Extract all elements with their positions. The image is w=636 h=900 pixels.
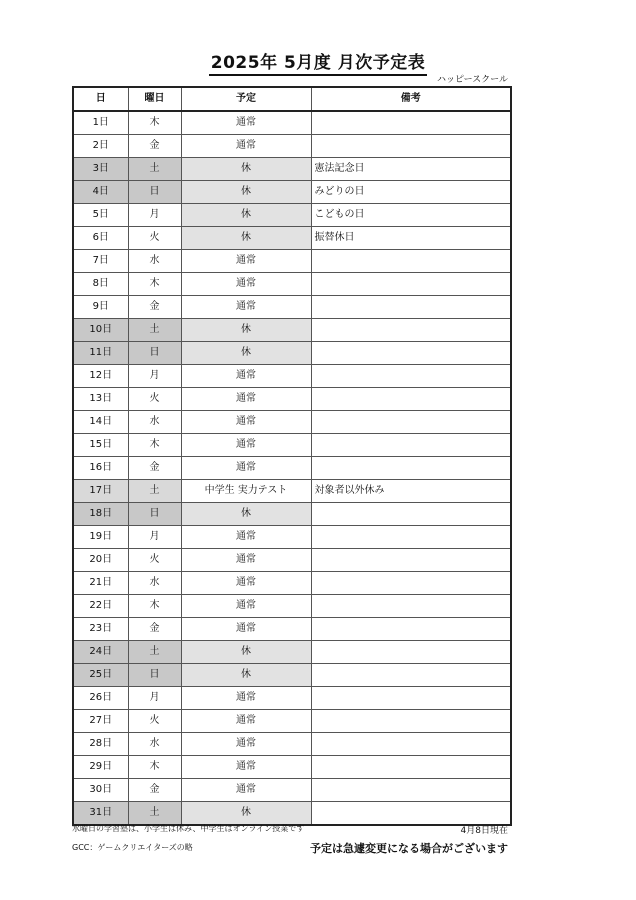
note-cell — [311, 273, 511, 296]
day-cell: 8日 — [73, 273, 128, 296]
table-row — [73, 779, 511, 802]
note-cell: こどもの日 — [311, 204, 511, 227]
note-cell — [311, 756, 511, 779]
weekday-cell: 日 — [128, 503, 181, 526]
table-row — [73, 618, 511, 641]
plan-cell: 休 — [181, 342, 311, 365]
weekday-cell: 土 — [128, 641, 181, 664]
table-row — [73, 365, 511, 388]
page-title-text: 2025年 5月度 月次予定表 — [209, 53, 427, 76]
table-row — [73, 733, 511, 756]
table-row — [73, 411, 511, 434]
plan-cell: 通常 — [181, 411, 311, 434]
weekday-cell: 木 — [128, 756, 181, 779]
note-cell — [311, 342, 511, 365]
day-cell: 13日 — [73, 388, 128, 411]
table-row — [73, 111, 511, 135]
day-cell: 12日 — [73, 365, 128, 388]
table-row — [73, 549, 511, 572]
table-row — [73, 273, 511, 296]
note-cell — [311, 779, 511, 802]
day-cell: 1日 — [73, 111, 128, 135]
wednesday-note: 水曜日の学習塾は、小学生は休み、中学生はオンライン授業です — [72, 824, 305, 833]
gcc-note: GCC：ゲームクリエイターズの略 — [72, 843, 193, 852]
weekday-cell: 水 — [128, 572, 181, 595]
weekday-cell: 月 — [128, 687, 181, 710]
plan-cell: 休 — [181, 802, 311, 826]
weekday-cell: 日 — [128, 342, 181, 365]
table-row — [73, 710, 511, 733]
note-cell — [311, 664, 511, 687]
day-cell: 19日 — [73, 526, 128, 549]
plan-cell: 通常 — [181, 296, 311, 319]
weekday-cell: 水 — [128, 411, 181, 434]
note-cell — [311, 365, 511, 388]
plan-cell: 通常 — [181, 135, 311, 158]
note-cell — [311, 687, 511, 710]
note-cell — [311, 457, 511, 480]
day-cell: 29日 — [73, 756, 128, 779]
plan-cell: 休 — [181, 641, 311, 664]
table-row — [73, 687, 511, 710]
note-cell — [311, 733, 511, 756]
note-cell — [311, 503, 511, 526]
day-cell: 25日 — [73, 664, 128, 687]
plan-cell: 通常 — [181, 687, 311, 710]
note-cell — [311, 802, 511, 826]
note-cell — [311, 250, 511, 273]
table-row — [73, 503, 511, 526]
plan-cell: 通常 — [181, 111, 311, 135]
table-row — [73, 595, 511, 618]
table-row — [73, 480, 511, 503]
day-cell: 21日 — [73, 572, 128, 595]
weekday-cell: 水 — [128, 250, 181, 273]
weekday-cell: 金 — [128, 618, 181, 641]
weekday-cell: 月 — [128, 204, 181, 227]
weekday-cell: 月 — [128, 365, 181, 388]
plan-cell: 休 — [181, 158, 311, 181]
table-row — [73, 434, 511, 457]
plan-cell: 通常 — [181, 388, 311, 411]
weekday-cell: 土 — [128, 480, 181, 503]
table-row — [73, 250, 511, 273]
note-cell — [311, 411, 511, 434]
plan-cell: 通常 — [181, 572, 311, 595]
weekday-cell: 水 — [128, 733, 181, 756]
table-row — [73, 526, 511, 549]
note-cell — [311, 710, 511, 733]
plan-cell: 通常 — [181, 457, 311, 480]
table-row — [73, 457, 511, 480]
weekday-cell: 日 — [128, 181, 181, 204]
note-cell — [311, 595, 511, 618]
schedule-table — [72, 86, 512, 826]
weekday-cell: 木 — [128, 111, 181, 135]
table-row — [73, 227, 511, 250]
header-row — [73, 87, 511, 111]
table-row — [73, 756, 511, 779]
note-cell — [311, 135, 511, 158]
plan-cell: 通常 — [181, 779, 311, 802]
table-row — [73, 388, 511, 411]
note-cell — [311, 572, 511, 595]
plan-cell: 通常 — [181, 595, 311, 618]
day-cell: 28日 — [73, 733, 128, 756]
day-cell: 10日 — [73, 319, 128, 342]
plan-cell: 通常 — [181, 434, 311, 457]
day-cell: 22日 — [73, 595, 128, 618]
day-cell: 7日 — [73, 250, 128, 273]
day-cell: 2日 — [73, 135, 128, 158]
plan-cell: 休 — [181, 664, 311, 687]
table-row — [73, 572, 511, 595]
plan-cell: 通常 — [181, 526, 311, 549]
table-row — [73, 181, 511, 204]
plan-cell: 通常 — [181, 250, 311, 273]
note-cell: 振替休日 — [311, 227, 511, 250]
day-cell: 3日 — [73, 158, 128, 181]
plan-cell: 休 — [181, 204, 311, 227]
header-plan: 予定 — [181, 87, 311, 111]
school-name: ハッピースクール — [436, 75, 508, 85]
note-cell — [311, 618, 511, 641]
table-row — [73, 641, 511, 664]
plan-cell: 通常 — [181, 273, 311, 296]
weekday-cell: 火 — [128, 227, 181, 250]
header-day: 日 — [73, 87, 128, 111]
note-cell: 対象者以外休み — [311, 480, 511, 503]
day-cell: 17日 — [73, 480, 128, 503]
weekday-cell: 火 — [128, 710, 181, 733]
weekday-cell: 土 — [128, 158, 181, 181]
table-row — [73, 296, 511, 319]
note-cell — [311, 388, 511, 411]
plan-cell: 通常 — [181, 618, 311, 641]
header-weekday: 曜日 — [128, 87, 181, 111]
plan-cell: 通常 — [181, 549, 311, 572]
table-row — [73, 342, 511, 365]
weekday-cell: 金 — [128, 457, 181, 480]
table-row — [73, 802, 511, 826]
day-cell: 16日 — [73, 457, 128, 480]
note-cell — [311, 549, 511, 572]
weekday-cell: 金 — [128, 135, 181, 158]
day-cell: 6日 — [73, 227, 128, 250]
note-cell — [311, 641, 511, 664]
plan-cell: 通常 — [181, 733, 311, 756]
plan-cell: 休 — [181, 227, 311, 250]
weekday-cell: 土 — [128, 802, 181, 826]
weekday-cell: 木 — [128, 273, 181, 296]
plan-cell: 通常 — [181, 365, 311, 388]
page-title — [0, 48, 636, 73]
plan-cell: 通常 — [181, 710, 311, 733]
day-cell: 15日 — [73, 434, 128, 457]
weekday-cell: 土 — [128, 319, 181, 342]
header-notes: 備考 — [311, 87, 511, 111]
day-cell: 18日 — [73, 503, 128, 526]
weekday-cell: 月 — [128, 526, 181, 549]
note-cell — [311, 111, 511, 135]
day-cell: 24日 — [73, 641, 128, 664]
note-cell — [311, 319, 511, 342]
day-cell: 31日 — [73, 802, 128, 826]
change-warning: 予定は急遽変更になる場合がございます — [310, 842, 508, 855]
table-row — [73, 158, 511, 181]
plan-cell: 中学生 実力テスト — [181, 480, 311, 503]
table-row — [73, 204, 511, 227]
weekday-cell: 金 — [128, 296, 181, 319]
day-cell: 9日 — [73, 296, 128, 319]
day-cell: 23日 — [73, 618, 128, 641]
note-cell: みどりの日 — [311, 181, 511, 204]
table-row — [73, 135, 511, 158]
plan-cell: 休 — [181, 503, 311, 526]
table-row — [73, 664, 511, 687]
weekday-cell: 木 — [128, 595, 181, 618]
plan-cell: 通常 — [181, 756, 311, 779]
day-cell: 5日 — [73, 204, 128, 227]
note-cell — [311, 434, 511, 457]
plan-cell: 休 — [181, 181, 311, 204]
day-cell: 11日 — [73, 342, 128, 365]
day-cell: 26日 — [73, 687, 128, 710]
weekday-cell: 火 — [128, 549, 181, 572]
note-cell — [311, 296, 511, 319]
note-cell: 憲法記念日 — [311, 158, 511, 181]
day-cell: 20日 — [73, 549, 128, 572]
day-cell: 14日 — [73, 411, 128, 434]
weekday-cell: 火 — [128, 388, 181, 411]
day-cell: 27日 — [73, 710, 128, 733]
weekday-cell: 木 — [128, 434, 181, 457]
day-cell: 4日 — [73, 181, 128, 204]
day-cell: 30日 — [73, 779, 128, 802]
weekday-cell: 日 — [128, 664, 181, 687]
plan-cell: 休 — [181, 319, 311, 342]
table-row — [73, 319, 511, 342]
as-of-date: 4月8日現在 — [460, 826, 508, 836]
note-cell — [311, 526, 511, 549]
weekday-cell: 金 — [128, 779, 181, 802]
